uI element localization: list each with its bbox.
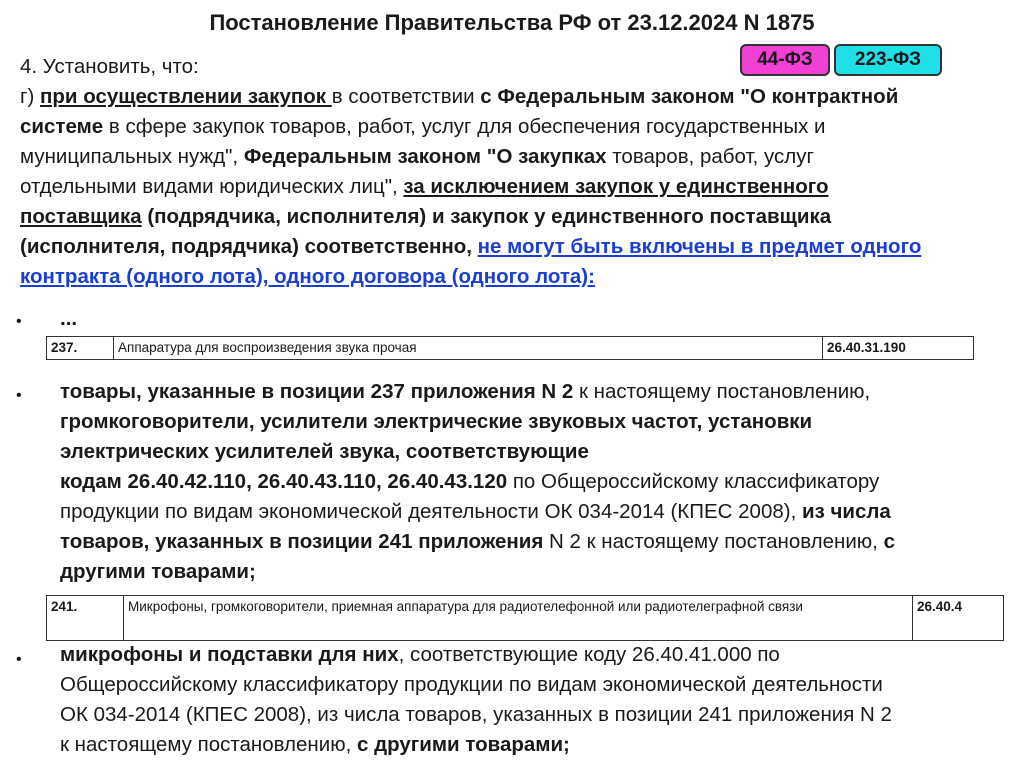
bullet-dot: • <box>16 651 22 668</box>
para3-line1: микрофоны и подставки для них, соответствующие коду 26.40.41.000 по <box>60 643 780 666</box>
para1-line7: (исполнителя, подрядчика) соответственно, не могут быть включены в предмет одного <box>20 235 922 258</box>
badge-223-fz: 223-ФЗ <box>834 44 942 76</box>
badge-44-fz: 44-ФЗ <box>740 44 830 76</box>
classifier-table-237 <box>46 336 974 360</box>
page-title: Постановление Правительства РФ от 23.12.2024 N 1875 <box>209 10 815 35</box>
ellipsis: ... <box>60 307 78 330</box>
position-number: 237. <box>47 337 114 360</box>
table-row <box>47 337 974 360</box>
para1-line4: муниципальных нужд", Федеральным законом "О закупках товаров, работ, услуг <box>20 145 814 168</box>
position-name: Микрофоны, громкоговорители, приемная аппаратура для радиотелефонной или радиотелеграфной связи <box>124 596 913 641</box>
position-code: 26.40.4 <box>913 596 1004 641</box>
para1-line1: 4. Установить, что: <box>20 55 199 78</box>
para3-line3: ОК 034-2014 (КПЕС 2008), из числа товаров, указанных в позиции 241 приложения N 2 <box>60 703 892 726</box>
bullet-dot: • <box>16 313 22 330</box>
para3-line4: к настоящему постановлению, с другими товарами; <box>60 733 570 756</box>
para1-line8 <box>20 262 1010 292</box>
link-not-included[interactable]: не могут быть включены в предмет одного <box>477 235 922 258</box>
para2-line6: товаров, указанных в позиции 241 приложения N 2 к настоящему постановлению, с <box>60 530 895 553</box>
para2-line4: кодам 26.40.42.110, 26.40.43.110, 26.40.43.120 по Общероссийскому классификатору <box>60 470 880 493</box>
para2-line2: громкоговорители, усилители электрические звуковых частот, установки <box>60 410 813 433</box>
position-name: Аппаратура для воспроизведения звука прочая <box>114 337 823 360</box>
position-code: 26.40.31.190 <box>823 337 974 360</box>
classifier-table-241 <box>46 595 1004 641</box>
para2-line3: электрических усилителей звука, соответствующие <box>60 440 589 463</box>
para1-line5: отдельными видами юридических лиц", за исключением закупок у единственного <box>20 175 829 198</box>
table-row <box>47 596 1004 641</box>
para1-line3: системе в сфере закупок товаров, работ, услуг для обеспечения государственных и <box>20 115 826 138</box>
link-contract-lot[interactable]: контракта (одного лота), одного договора (одного лота): <box>20 265 595 288</box>
para2-line1: товары, указанные в позиции 237 приложения N 2 к настоящему постановлению, <box>60 380 871 403</box>
para2-line5: продукции по видам экономической деятельности ОК 034-2014 (КПЕС 2008), из числа <box>60 500 891 523</box>
para1-line2: г) при осуществлении закупок в соответствии с Федеральным законом "О контрактной <box>20 85 899 108</box>
para2-line7: другими товарами; <box>60 560 256 583</box>
position-number: 241. <box>47 596 124 641</box>
bullet-dot: • <box>16 387 22 404</box>
para1-line6: поставщика (подрядчика, исполнителя) и закупок у единственного поставщика <box>20 205 832 228</box>
para3-line2: Общероссийскому классификатору продукции по видам экономической деятельности <box>60 673 883 696</box>
